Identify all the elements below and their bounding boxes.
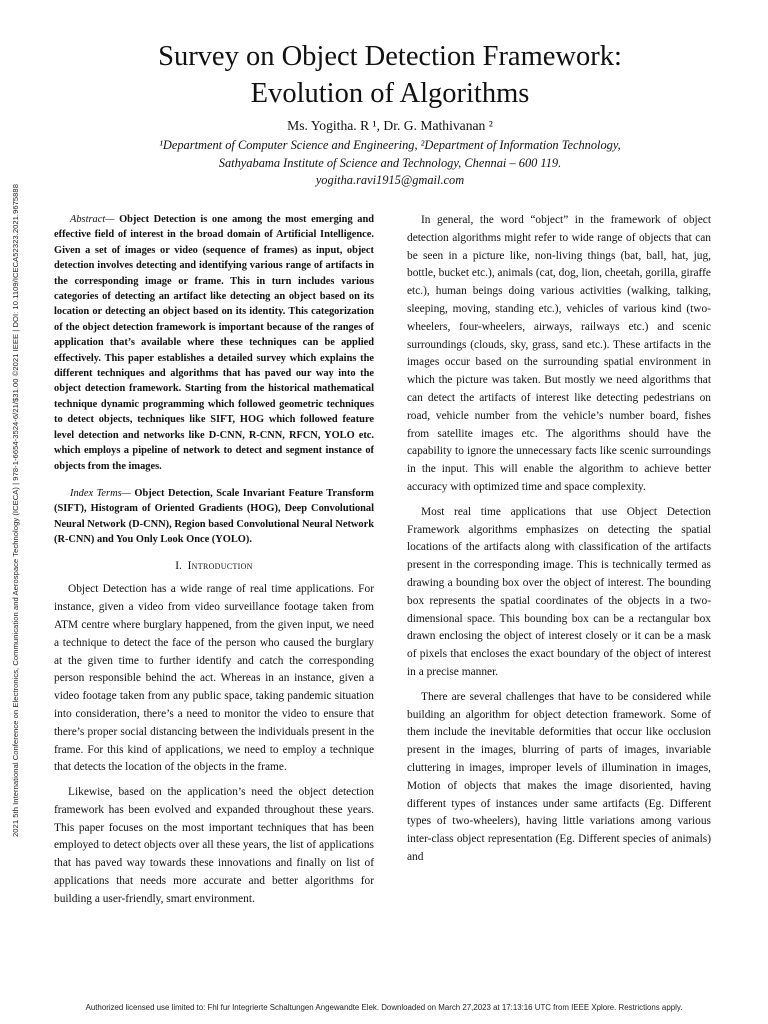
right-paragraph: There are several challenges that have to be considered while building an algorithm for object detection framework. Some of them include the inevitable deformities that occur like occlusion present in the images, blurring of parts of images, invariable cluttering in images, improper levels of illumination in images, Motion of objects that makes the image disoriented, having different types of instances under same artifacts (Eg. Different types of two-wheelers), having little variations among various inter-class object representation (Eg. Different species of animals) and bbox=[407, 690, 711, 863]
license-footer: Authorized licensed use limited to: Fhl fur Integrierte Schaltungen Angewandte Elek. Downloaded on March 27,2023 at 17:13:16 UTC from IEEE Xplore. Restrictions apply. bbox=[85, 1003, 683, 1012]
section-heading-introduction bbox=[54, 558, 374, 576]
title-line-1: Survey on Object Detection Framework: bbox=[158, 41, 622, 72]
doi-sidebar bbox=[8, 60, 22, 960]
index-terms bbox=[54, 486, 374, 548]
section-title: Introduction bbox=[187, 559, 253, 572]
right-paragraph: In general, the word “object” in the framework of object detection algorithms might refer to wide range of objects that can be seen in a picture like, non-living things (bat, ball, hat, jug, bottle, bucket etc.), animals (cat, dog, lion, cheetah, gorilla, giraffe etc.), human beings doing various activities (walking, talking, sleeping, moving, standing etc.), vehicles of various kind (two-wheelers, four-wheelers, airways, railways etc.) and scenic surroundings (clouds, sky, grass, sand etc.). These artifacts in the images occur based on the surrounding spatial environment in which the picture was taken. But mostly we need algorithms that can detect the artifacts of interest like detecting pedestrians on road, vehicle number from the vehicle’s number board, fishes from satellite images etc. The algorithms should have the capability to ignore the unnecessary facts like scenic surroundings in the input. This will enable the algorithm to achieve better accuracy with optimized time and space complexity. bbox=[407, 214, 711, 493]
title-line-2: Evolution of Algorithms bbox=[250, 78, 530, 109]
index-terms-text: Object Detection, Scale Invariant Feature Transform (SIFT), Histogram of Oriented Gradients (HOG), Deep Convolutional Neural Network (D-CNN), Region based Convolutional Neural Network (R-CNN) and You Only Look Once (YOLO). bbox=[54, 487, 374, 546]
paper-title bbox=[60, 38, 720, 112]
affiliation bbox=[60, 137, 720, 190]
left-paragraph: Likewise, based on the application’s need the object detection framework has been evolved and expanded throughout these years. This paper focuses on the most important techniques that has been employed to detect objects over all these years, the list of applications that has paved way towards these innovations and finally on list of applications that needs more accurate and better algorithms for building a user-friendly, smart environment. bbox=[54, 786, 374, 905]
doi-sidebar-text: 2021 5th International Conference on Electronics, Communication and Aerospace Technology (ICECA) | 978-1-6654-3524-6/21/$31.00 ©2021 IEEE | DOI: 10.1109/ICECA52323.2021.9675888 bbox=[10, 183, 20, 837]
affiliation-line-2: Sathyabama Institute of Science and Technology, Chennai – 600 119. bbox=[218, 155, 562, 170]
right-column bbox=[407, 212, 711, 874]
author-email: yogitha.ravi1915@gmail.com bbox=[315, 173, 465, 187]
affiliation-line-1: ¹Department of Computer Science and Engineering, ²Department of Information Technology, bbox=[159, 138, 621, 152]
authors: Ms. Yogitha. R ¹, Dr. G. Mathivanan ² bbox=[287, 118, 493, 133]
right-paragraph: Most real time applications that use Object Detection Framework algorithms emphasizes on detecting the spatial locations of the artifacts along with classification of the artifacts present in the corresponding image. This is technically termed as drawing a bounding box over the object of interest. The bounding box represents the spatial coordinates of the objects in a two-dimensional space. This bounding box can be a rectangular box drawn enclosing the object of interest closely or it can be a mask of pixels that encloses the exact boundary of the object of interest in a precise manner. bbox=[407, 505, 711, 678]
abstract-label: Abstract— bbox=[70, 214, 115, 225]
abstract-text: Object Detection is one among the most emerging and effective field of interest in the broad domain of Artificial Intelligence. Given a set of images or video (sequence of frames) as input, object detection involves detecting and identifying various range of artifacts in the corresponding image or frame. This in turn includes various categories of detecting an artifact like detecting an object based on its location or detecting an object based on its identity. This categorization of the object detection framework is important because of the ranges of application that’s available where these techniques can be applied effectively. This paper establishes a detailed survey which explains the different techniques and algorithms that has paved our way into the object detection framework. Starting from the historical mathematical technique dynamic programming which followed geometric techniques to detect objects, techniques like SIFT, HOG which followed feature level detection and networks like D-CNN, R-CNN, RFCN, YOLO etc. which employs a pipeline of network to detect and segment instance of objects from the images. bbox=[54, 214, 374, 472]
left-paragraph: Object Detection has a wide range of real time applications. For instance, given a video from video surveillance footage taken from ATM centre where burglary happened, from the given input, we need a technique to detect the face of the person who caused the burglary at the given time to further identify and catch the corresponding person responsible behind the act. Whereas in an instance, given a video footage taken from any public space, taking pandemic situation into consideration, there’s a need to monitor the video to ensure that there’s proper social distancing between the individuals present in the frame. For this kind of applications, we need to employ a technique that detects the location of the objects in the frame. bbox=[54, 583, 374, 774]
section-number: I. bbox=[175, 559, 182, 572]
abstract bbox=[54, 212, 374, 474]
left-column bbox=[54, 212, 374, 916]
index-terms-label: Index Terms— bbox=[70, 487, 131, 499]
